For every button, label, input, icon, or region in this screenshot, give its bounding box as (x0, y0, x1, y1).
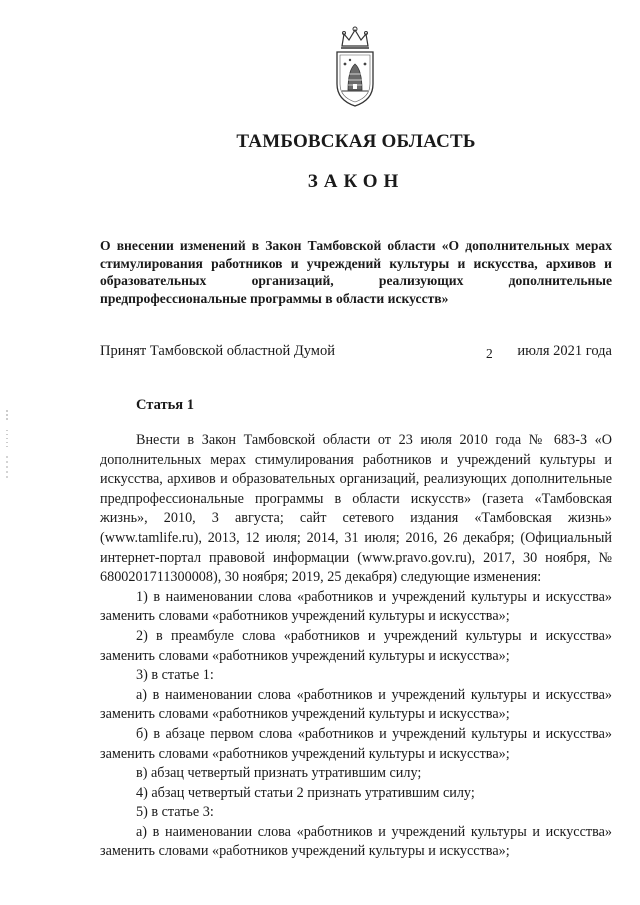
adoption-date: июля 2021 года (517, 343, 612, 359)
adoption-line (100, 343, 612, 363)
article-body (100, 431, 612, 862)
coat-of-arms-emblem (328, 24, 382, 110)
article-paragraph: б) в абзаце первом слова «работников и учреждений культуры и искусства» заменить словами «работников учреждений культуры и искусства»; (100, 725, 612, 762)
region-heading: ТАМБОВСКАЯ ОБЛАСТЬ (236, 131, 476, 152)
adoption-day: 2 (486, 346, 493, 361)
article-paragraph: 1) в наименовании слова «работников и учреждений культуры и искусства» заменить словами «работников учреждений культуры и искусства»; (100, 588, 612, 625)
article-paragraph: 5) в статье 3: (136, 804, 214, 821)
article-paragraph: а) в наименовании слова «работников и учреждений культуры и искусства» заменить словами «работников учреждений культуры и искусства»; (100, 686, 612, 723)
adopted-by-text: Принят Тамбовской областной Думой (100, 343, 335, 359)
article-paragraph: в) абзац четвертый признать утратившим силу; (136, 765, 422, 782)
article-paragraph: а) в наименовании слова «работников и учреждений культуры и искусства» заменить словами «работников учреждений культуры и искусства»; (100, 823, 612, 860)
article-paragraph: 3) в статье 1: (136, 667, 214, 684)
article-paragraph: 2) в преамбуле слова «работников и учреждений культуры и искусства» заменить словами «работников учреждений культуры и искусства»; (100, 627, 612, 664)
coat-of-arms-icon (328, 24, 382, 110)
article-title: Статья 1 (136, 397, 194, 413)
law-subject-title: О внесении изменений в Закон Тамбовской области «О дополнительных мерах стимулирования работников и учреждений культуры и искусства, архивов и образовательных организаций, реализующих дополнительные предпрофессиональные программы в области искусств» (100, 238, 612, 306)
article-paragraph: 4) абзац четвертый статьи 2 признать утратившим силу; (136, 784, 475, 801)
margin-scan-mark (3, 408, 11, 480)
article-paragraph: Внести в Закон Тамбовской области от 23 июля 2010 года № 683-З «О дополнительных мерах стимулирования работников и учреждений культуры и искусства, архивов и образовательных организаций, реализующих дополнительные предпрофессиональные программы в области искусств» (газета «Тамбовская жизнь», 2010, 3 августа; сайт сетевого издания «Тамбовская жизнь» (www.tamlife.ru), 2013, 12 июля; 2014, 31 июля; 2016, 26 декабря; (Официальный интернет-портал правовой информации (www.pravo.gov.ru), 2017, 30 ноября, № 6800201711300008), 30 ноября; 2019, 25 декабря) следующие изменения: (100, 432, 612, 586)
law-heading: ЗАКОН (307, 171, 405, 192)
